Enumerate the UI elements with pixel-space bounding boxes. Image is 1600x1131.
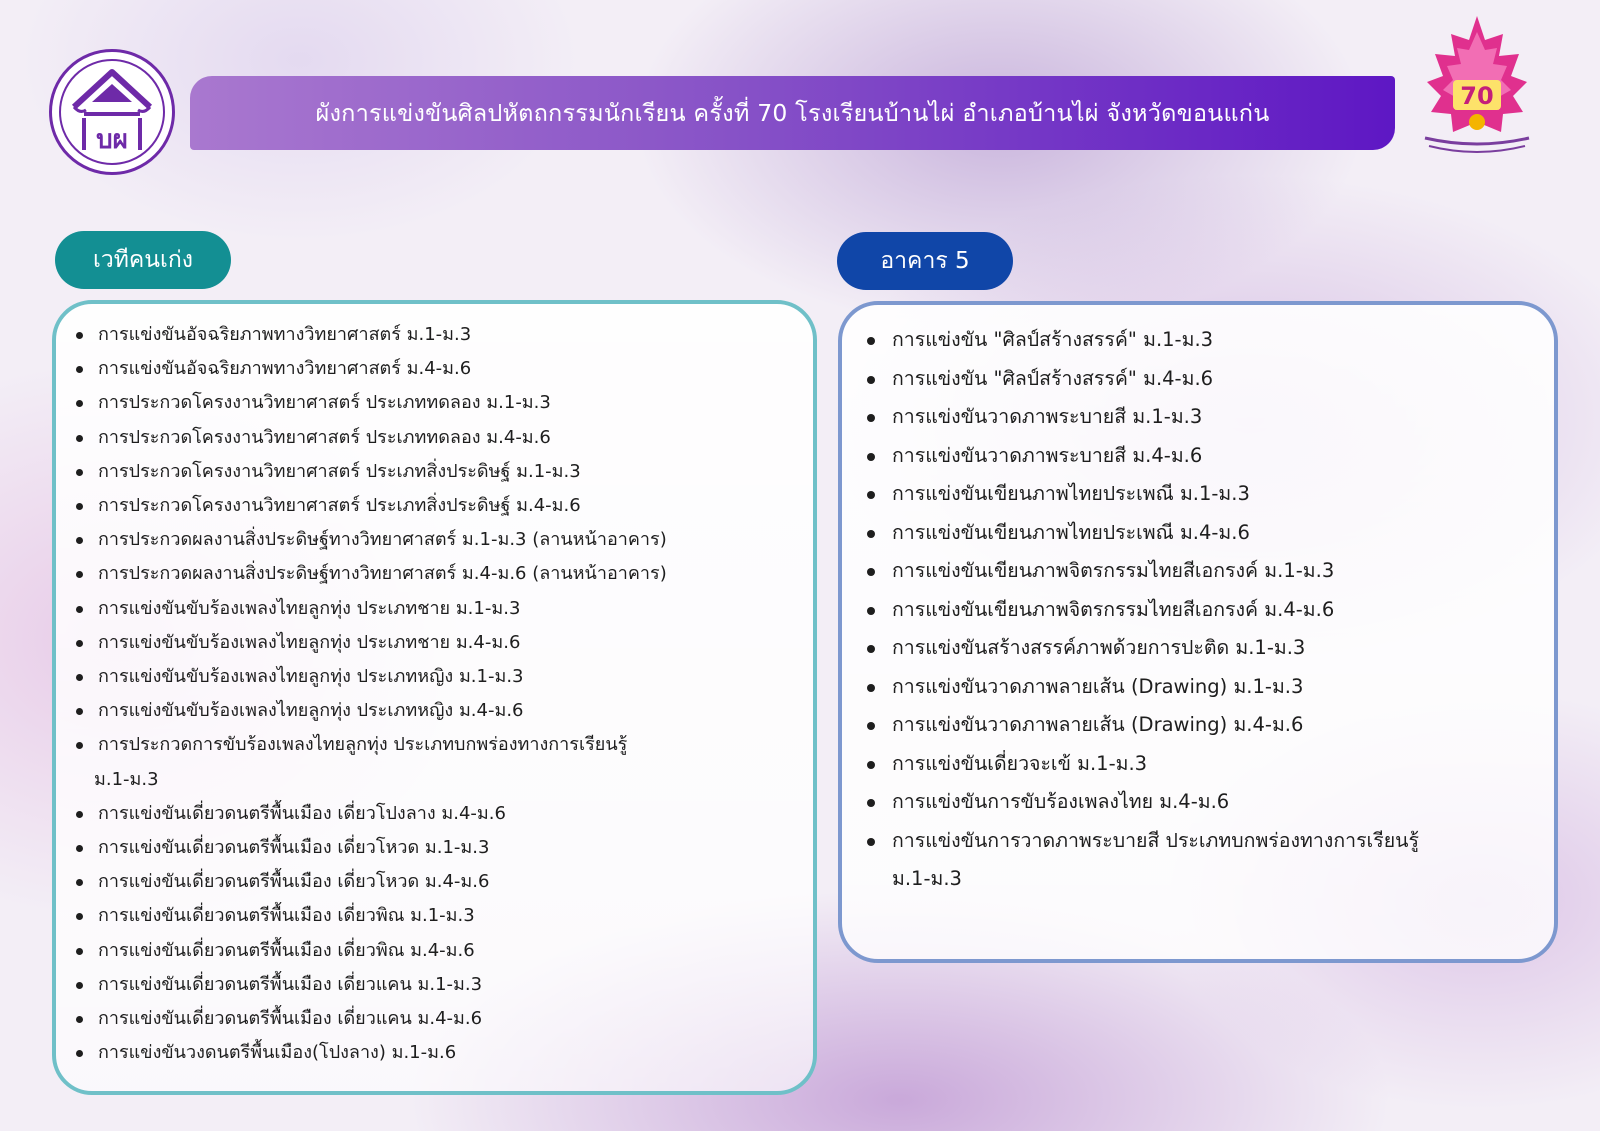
list-item (860, 822, 1550, 899)
list-item (72, 455, 812, 489)
list-item (860, 475, 1550, 514)
list-item-text: การแข่งขันเขียนภาพไทยประเพณี ม.1-ม.3 (892, 482, 1250, 505)
list-item (860, 706, 1550, 745)
list-item-text: การแข่งขันขับร้องเพลงไทยลูกทุ่ง ประเภทหญิง ม.1-ม.3 (98, 666, 524, 688)
school-logo-text: บผ (96, 125, 128, 155)
bullet-icon (867, 530, 875, 538)
list-item-text-continued: ม.1-ม.3 (94, 768, 159, 790)
list-item-text: การแข่งขันเดี่ยวดนตรีพื้นเมือง เดี่ยวแคน ม.4-ม.6 (98, 1008, 483, 1030)
list-item-text: การแข่งขันขับร้องเพลงไทยลูกทุ่ง ประเภทชาย ม.1-ม.3 (98, 597, 521, 619)
list-item (72, 934, 812, 968)
list-item-text: การแข่งขันเดี่ยวดนตรีพื้นเมือง เดี่ยวโหวด ม.4-ม.6 (98, 871, 490, 893)
list-item-text: การประกวดโครงงานวิทยาศาสตร์ ประเภทสิ่งประดิษฐ์ ม.1-ม.3 (98, 460, 581, 482)
bullet-icon (76, 674, 83, 681)
bullet-icon (867, 337, 875, 345)
bullet-icon (76, 1050, 83, 1057)
list-item-text: การแข่งขันเขียนภาพจิตรกรรมไทยสีเอกรงค์ ม.4-ม.6 (892, 597, 1335, 621)
list-item (72, 352, 812, 386)
venue-label-building-5: อาคาร 5 (837, 232, 1013, 290)
list-item (72, 660, 812, 694)
list-item (72, 318, 812, 352)
page-title: ผังการแข่งขันศิลปหัตถกรรมนักเรียน ครั้งที่ 70 โรงเรียนบ้านไผ่ อำเภอบ้านไผ่ จังหวัดขอนแก่น (315, 98, 1270, 127)
bullet-icon (867, 799, 875, 807)
school-emblem-icon (52, 52, 172, 172)
list-item-text: การแข่งขันอัจฉริยภาพทางวิทยาศาสตร์ ม.1-ม.3 (98, 324, 472, 345)
bullet-icon (867, 376, 875, 384)
title-banner (190, 76, 1395, 150)
bullet-icon (76, 469, 83, 476)
list-item-text: การแข่งขันขับร้องเพลงไทยลูกทุ่ง ประเภทชาย ม.4-ม.6 (98, 631, 521, 653)
list-item-text: การแข่งขันวงดนตรีพื้นเมือง(โปงลาง) ม.1-ม.6 (98, 1042, 457, 1064)
list-item (860, 745, 1550, 784)
bullet-icon (76, 400, 83, 407)
list-item (860, 321, 1550, 360)
list-item (860, 437, 1550, 476)
bullet-icon (867, 453, 875, 461)
event-list-talent-stage (72, 318, 812, 1070)
list-item-text-continued: ม.1-ม.3 (892, 867, 962, 890)
list-item-text: การแข่งขันเดี่ยวดนตรีพื้นเมือง เดี่ยวพิณ ม.4-ม.6 (98, 939, 475, 961)
competition-logo-text: 70 (1460, 82, 1494, 110)
list-item (72, 626, 812, 660)
bullet-icon (76, 708, 83, 715)
list-item-text: การแข่งขัน "ศิลป์สร้างสรรค์" ม.1-ม.3 (892, 328, 1214, 351)
list-item-text: การแข่งขันอัจฉริยภาพทางวิทยาศาสตร์ ม.4-ม.6 (98, 358, 472, 380)
list-item (72, 831, 812, 865)
list-item (72, 592, 812, 626)
list-item-text: การแข่งขันเดี่ยวดนตรีพื้นเมือง เดี่ยวโปงลาง ม.4-ม.6 (98, 802, 506, 824)
bullet-icon (76, 537, 83, 544)
list-item-text: การแข่งขันเดี่ยวดนตรีพื้นเมือง เดี่ยวพิณ ม.1-ม.3 (98, 905, 475, 927)
bullet-icon (76, 332, 83, 339)
list-item (72, 386, 812, 420)
bullet-icon (76, 982, 83, 989)
list-item-text: การแข่งขันการขับร้องเพลงไทย ม.4-ม.6 (892, 790, 1230, 813)
bullet-icon (76, 742, 83, 749)
bullet-icon (76, 503, 83, 510)
list-item (72, 797, 812, 831)
list-item (72, 968, 812, 1002)
bullet-icon (76, 811, 83, 818)
list-item-text: การประกวดผลงานสิ่งประดิษฐ์ทางวิทยาศาสตร์ ม.1-ม.3 (ลานหน้าอาคาร) (98, 529, 667, 551)
list-item (860, 629, 1550, 668)
list-item-text: การแข่งขันเดี่ยวจะเข้ ม.1-ม.3 (892, 751, 1148, 775)
list-item (860, 552, 1550, 591)
list-item-text: การประกวดโครงงานวิทยาศาสตร์ ประเภททดลอง ม.1-ม.3 (98, 392, 551, 414)
list-item (860, 514, 1550, 553)
list-item (72, 489, 812, 523)
bullet-icon (867, 684, 875, 692)
bullet-icon (867, 761, 875, 769)
list-item (860, 591, 1550, 630)
bullet-icon (867, 607, 875, 615)
list-item-text: การแข่งขันการวาดภาพระบายสี ประเภทบกพร่องทางการเรียนรู้ (892, 828, 1419, 852)
list-item-text: การประกวดโครงงานวิทยาศาสตร์ ประเภทสิ่งประดิษฐ์ ม.4-ม.6 (98, 495, 581, 517)
list-item (72, 1036, 812, 1070)
competition-logo (1415, 10, 1540, 160)
list-item-text: การแข่งขันวาดภาพระบายสี ม.4-ม.6 (892, 443, 1203, 467)
bullet-icon (76, 435, 83, 442)
list-item-text: การแข่งขันเขียนภาพไทยประเพณี ม.4-ม.6 (892, 520, 1250, 544)
bullet-icon (867, 838, 875, 846)
bullet-icon (867, 491, 875, 499)
list-item (72, 1002, 812, 1036)
bullet-icon (76, 948, 83, 955)
list-item (860, 783, 1550, 822)
bullet-icon (76, 640, 83, 647)
list-item-text: การแข่งขันวาดภาพลายเส้น (Drawing) ม.1-ม.3 (892, 674, 1304, 698)
list-item-text: การแข่งขันวาดภาพระบายสี ม.1-ม.3 (892, 405, 1203, 428)
bullet-icon (76, 606, 83, 613)
venue-label-talent-stage: เวทีคนเก่ง (55, 231, 231, 289)
list-item-text: การประกวดผลงานสิ่งประดิษฐ์ทางวิทยาศาสตร์ ม.4-ม.6 (ลานหน้าอาคาร) (98, 563, 667, 585)
list-item (72, 899, 812, 933)
bullet-icon (76, 571, 83, 578)
competition-70-emblem-icon (1415, 10, 1540, 160)
list-item-text: การแข่งขันวาดภาพลายเส้น (Drawing) ม.4-ม.6 (892, 713, 1304, 736)
list-item (860, 398, 1550, 437)
list-item (72, 421, 812, 455)
list-item (860, 360, 1550, 399)
list-item-text: การแข่งขันขับร้องเพลงไทยลูกทุ่ง ประเภทหญิง ม.4-ม.6 (98, 700, 524, 722)
list-item (72, 728, 812, 796)
bullet-icon (76, 845, 83, 852)
list-item-text: การแข่งขันเดี่ยวดนตรีพื้นเมือง เดี่ยวโหวด ม.1-ม.3 (98, 837, 490, 859)
bullet-icon (867, 568, 875, 576)
list-item-text: การแข่งขันสร้างสรรค์ภาพด้วยการปะติด ม.1-ม.3 (892, 636, 1306, 659)
list-item (72, 557, 812, 591)
bullet-icon (76, 879, 83, 886)
list-item-text: การประกวดโครงงานวิทยาศาสตร์ ประเภททดลอง ม.4-ม.6 (98, 426, 551, 448)
school-logo (49, 49, 175, 175)
list-item-text: การประกวดการขับร้องเพลงไทยลูกทุ่ง ประเภทบกพร่องทางการเรียนรู้ (98, 734, 628, 756)
bullet-icon (867, 414, 875, 422)
bullet-icon (76, 913, 83, 920)
bullet-icon (867, 645, 875, 653)
event-list-building-5 (860, 321, 1550, 899)
bullet-icon (867, 722, 875, 730)
list-item (72, 523, 812, 557)
list-item-text: การแข่งขันเดี่ยวดนตรีพื้นเมือง เดี่ยวแคน ม.1-ม.3 (98, 973, 483, 995)
list-item-text: การแข่งขัน "ศิลป์สร้างสรรค์" ม.4-ม.6 (892, 366, 1214, 390)
bullet-icon (76, 1016, 83, 1023)
bullet-icon (76, 366, 83, 373)
list-item-text: การแข่งขันเขียนภาพจิตรกรรมไทยสีเอกรงค์ ม.1-ม.3 (892, 559, 1335, 582)
list-item (72, 865, 812, 899)
list-item (860, 668, 1550, 707)
list-item (72, 694, 812, 728)
